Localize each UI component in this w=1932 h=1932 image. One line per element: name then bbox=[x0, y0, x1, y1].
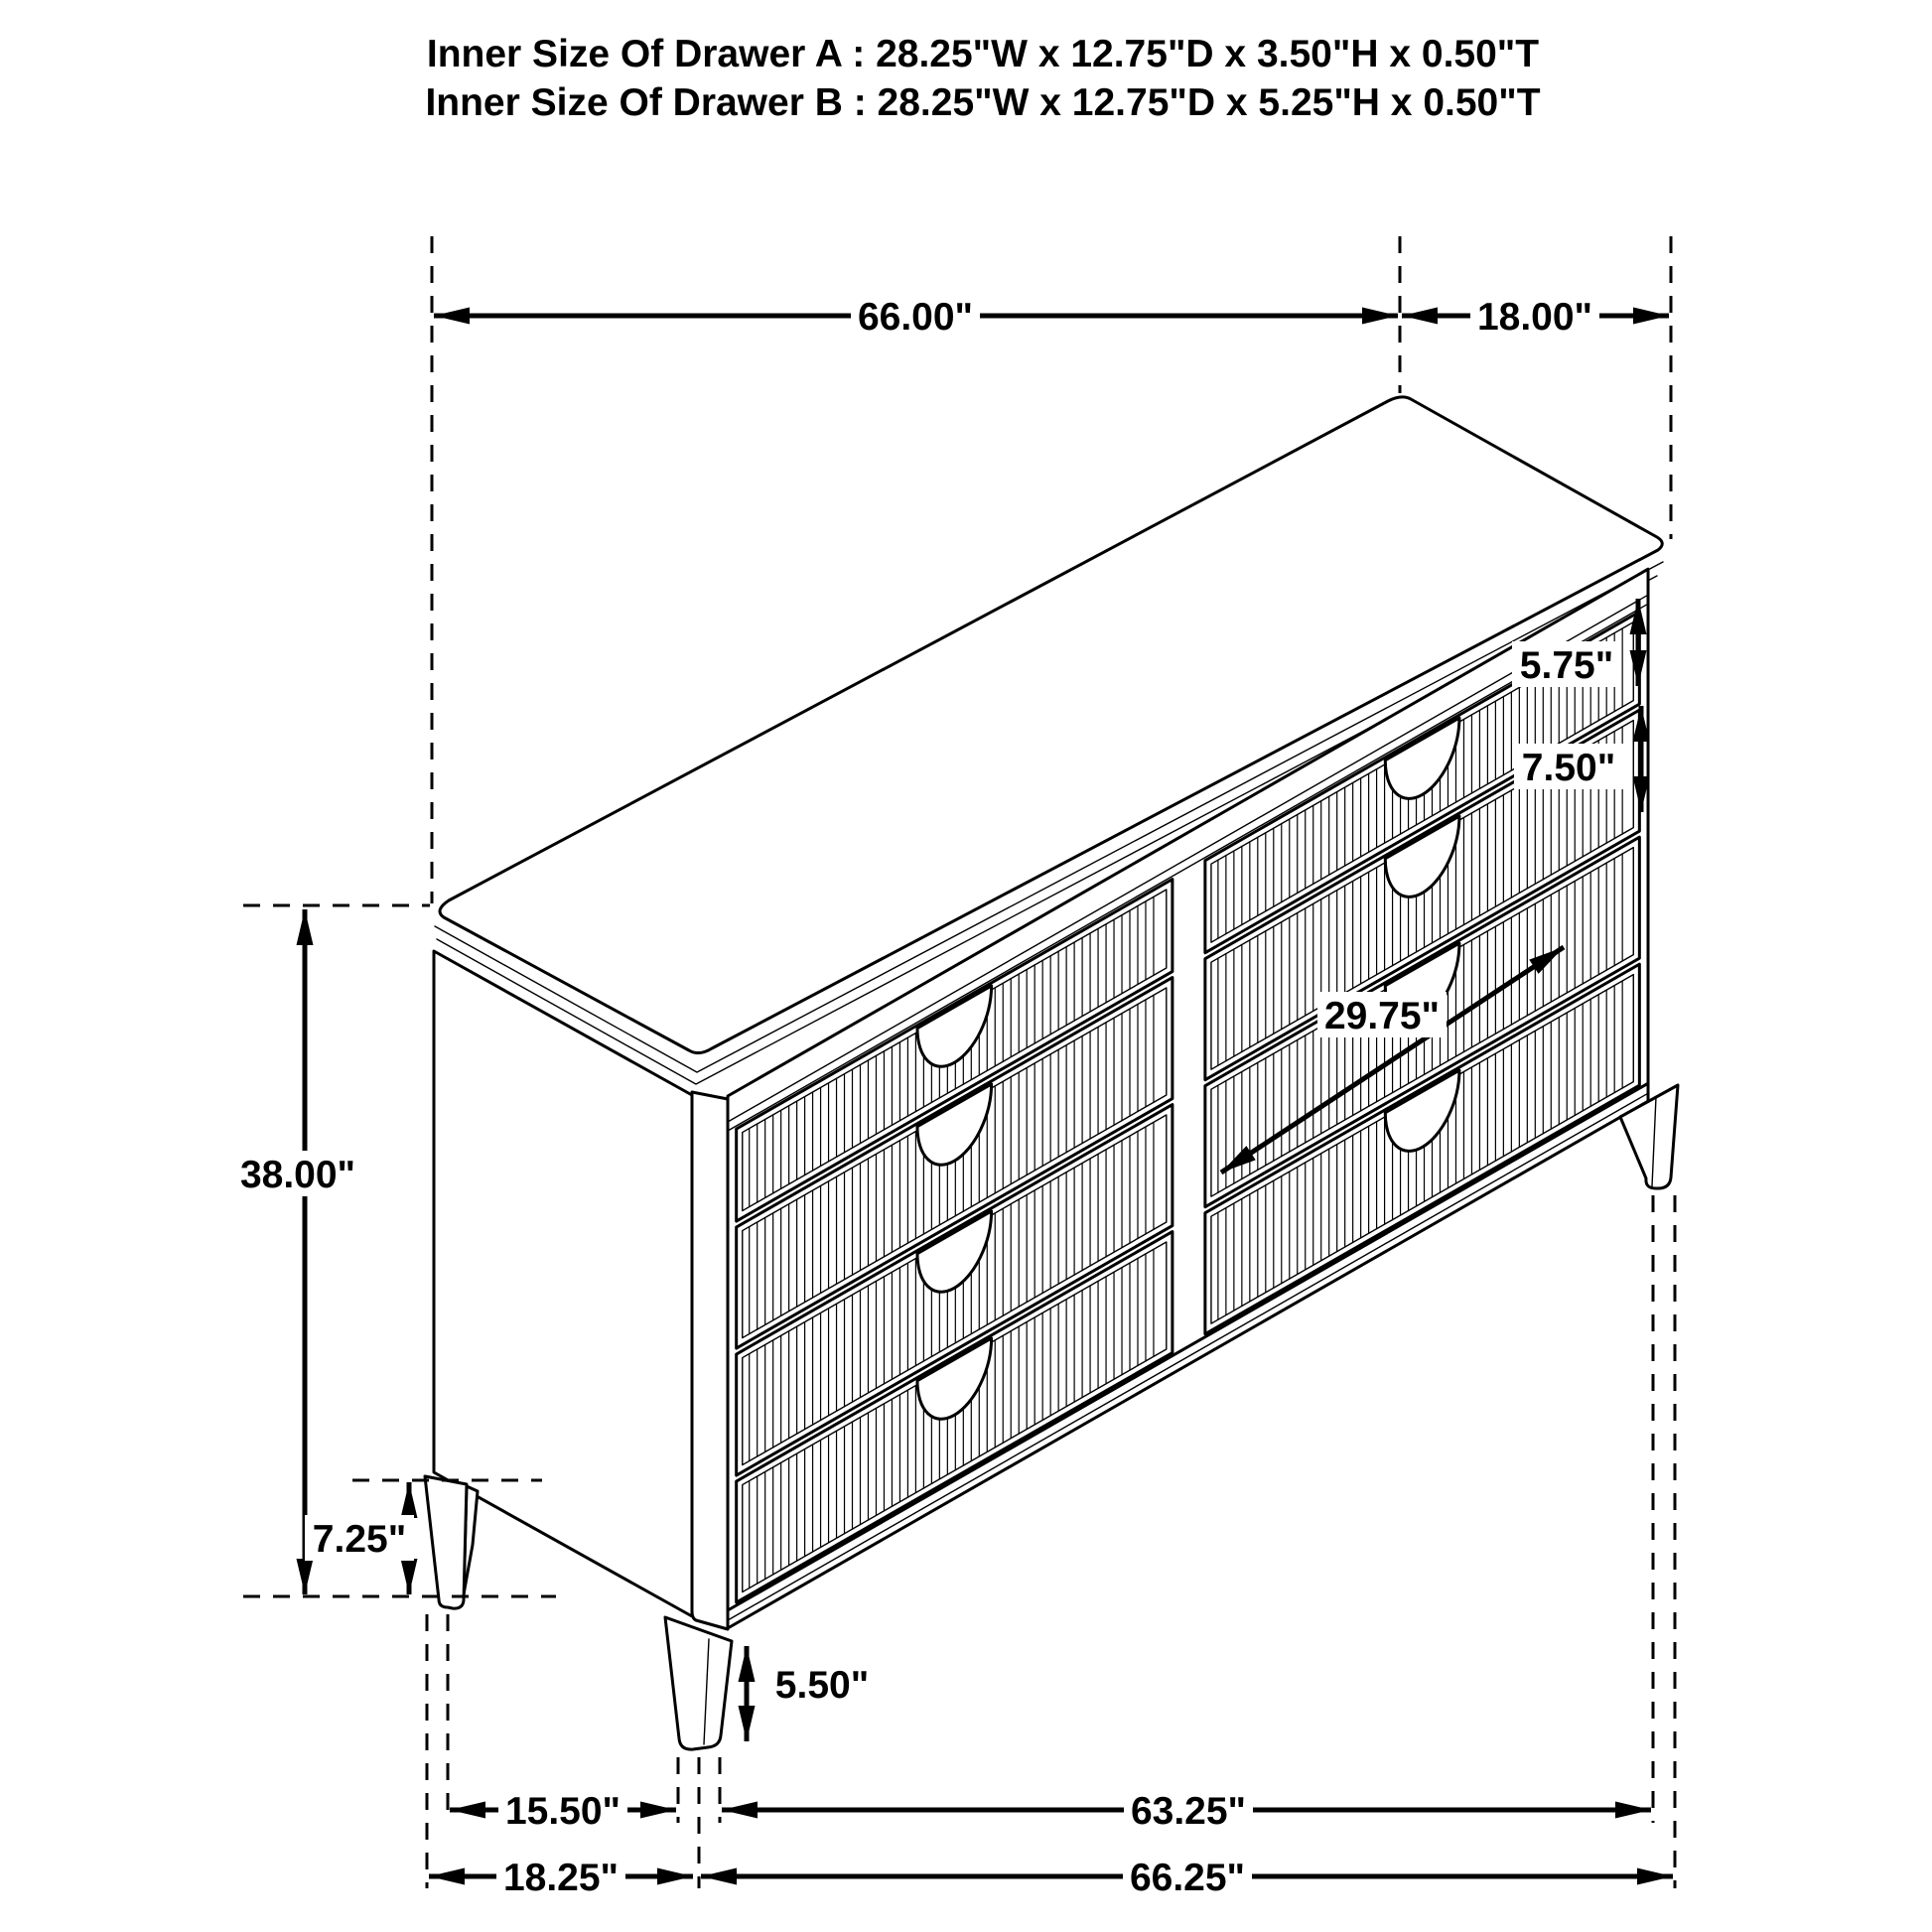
dimension-top-depth bbox=[1402, 293, 1669, 339]
dimension-label: 29.75" bbox=[1323, 995, 1441, 1037]
arrowhead-icon bbox=[640, 1802, 676, 1819]
arrowhead-icon bbox=[722, 1802, 758, 1819]
dimension-label: 38.00" bbox=[239, 1154, 356, 1196]
arrowhead-icon bbox=[297, 909, 314, 945]
dimension-overall-depth bbox=[429, 1854, 693, 1899]
dimension-label: 15.50" bbox=[504, 1790, 621, 1833]
corner-post bbox=[692, 1092, 728, 1629]
dimension-label: 7.25" bbox=[312, 1518, 407, 1561]
arrowhead-icon bbox=[739, 1646, 756, 1682]
dimension-label: 63.25" bbox=[1130, 1790, 1247, 1833]
dimension-label: 66.25" bbox=[1129, 1857, 1246, 1899]
dimension-leg-height bbox=[739, 1646, 878, 1741]
arrowhead-icon bbox=[450, 1802, 485, 1819]
dresser-art bbox=[425, 397, 1678, 1749]
dimension-overall-width bbox=[701, 1854, 1673, 1899]
arrowhead-icon bbox=[1362, 308, 1398, 325]
arrowhead-icon bbox=[1402, 308, 1438, 325]
dimension-leg-span-side bbox=[450, 1787, 676, 1833]
dimension-label: 66.00" bbox=[857, 296, 974, 339]
arrowhead-icon bbox=[434, 308, 470, 325]
dimension-leg-clearance bbox=[305, 1482, 418, 1594]
dimension-label: 18.25" bbox=[502, 1857, 620, 1899]
arrowhead-icon bbox=[297, 1559, 314, 1594]
arrowhead-icon bbox=[401, 1559, 418, 1594]
dimension-overall-height bbox=[233, 909, 362, 1594]
dimension-label: 5.75" bbox=[1519, 644, 1614, 687]
arrowhead-icon bbox=[1637, 1868, 1673, 1885]
dimension-top-width bbox=[434, 293, 1398, 339]
arrowhead-icon bbox=[1615, 1802, 1651, 1819]
drawer-b-inner-size-note: Inner Size Of Drawer B : 28.25"W x 12.75"D x 5.25"H x 0.50"T bbox=[425, 81, 1541, 124]
arrowhead-icon bbox=[401, 1482, 418, 1518]
leg bbox=[665, 1617, 732, 1749]
arrowhead-icon bbox=[1633, 308, 1669, 325]
arrowhead-icon bbox=[701, 1868, 737, 1885]
arrowhead-icon bbox=[429, 1868, 465, 1885]
drawer-a-inner-size-note: Inner Size Of Drawer A : 28.25"W x 12.75"D x 3.50"H x 0.50"T bbox=[426, 33, 1540, 75]
arrowhead-icon bbox=[739, 1706, 756, 1741]
dimension-label: 5.50" bbox=[774, 1664, 870, 1707]
leg bbox=[425, 1476, 467, 1608]
dimension-leg-span-front bbox=[722, 1787, 1651, 1833]
dimension-label: 7.50" bbox=[1521, 747, 1616, 789]
dimension-label: 18.00" bbox=[1476, 296, 1593, 339]
arrowhead-icon bbox=[657, 1868, 693, 1885]
